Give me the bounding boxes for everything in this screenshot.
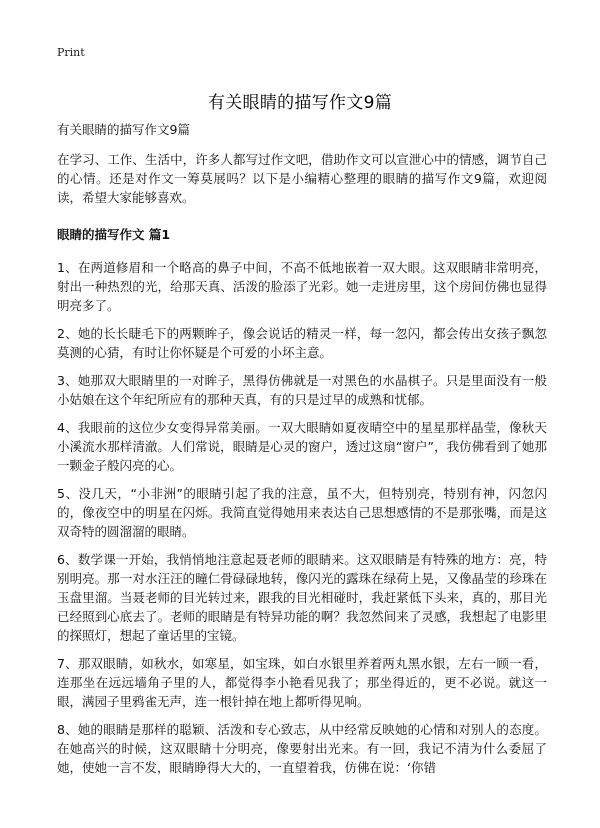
document-title: 有关眼睛的描写作文9篇: [207, 93, 393, 114]
paragraph-5: 5、没几天，“小非洲”的眼睛引起了我的注意，虽不大，但特别亮，特别有神，闪忽闪的，像夜空中的明星在闪烁。我简直觉得她用来表达自己思想感情的不是那张嘴，而是这双奇特的圆溜溜的眼睛。: [57, 486, 547, 539]
paragraph-8: 8、她的眼睛是那样的聪颖、活泼和专心致志，从中经常反映她的心情和对别人的态度。在她高兴的时候，这双眼睛十分明亮，像要射出光来。有一回，我记不清为什么委屈了她，使她一言不发，眼睛睁得大大的，一直望着我，仿佛在说：‘你错: [57, 722, 547, 775]
paragraph-7: 7、那双眼睛，如秋水，如寒星，如宝珠，如白水银里养着两丸黑水银，左右一顾一看，连那坐在远远墙角子里的人，都觉得李小艳看见我了；那坐得近的，更不必说。就这一眼，满园子里鸦雀无声，连一根针掉在地上都听得见响。: [57, 656, 547, 709]
paragraph-4: 4、我眼前的这位少女变得异常美丽。一双大眼睛如夏夜晴空中的星星那样晶莹，像秋天小溪流水那样清澈。人们常说，眼睛是心灵的窗户，透过这扇“窗户”，我仿佛看到了她那一颗金子般闪亮的心。: [57, 420, 547, 473]
paragraph-6: 6、数学课一开始，我悄悄地注意起聂老师的眼睛来。这双眼睛是有特殊的地方：亮，特别明亮。那一对水汪汪的瞳仁骨碌碌地转，像闪光的露珠在绿荷上晃，又像晶莹的珍珠在玉盘里溜。当聂老师的目光转过来，跟我的目光相碰时，我赶紧低下头来，真的，那目光已经照到心底去了。老师的眼睛是有特异功能的啊？我忽然间来了灵感，我想起了电影里的探照灯，想起了童话里的宝镜。: [57, 552, 547, 643]
document-content: [57, 150, 547, 786]
section-heading: 眼睛的描写作文 篇1: [57, 227, 171, 242]
intro-paragraph: 在学习、工作、生活中，许多人都写过作文吧，借助作文可以宣泄心中的情感，调节自己的心情。还是对作文一筹莫展吗？以下是小编精心整理的眼睛的描写作文9篇，欢迎阅读，希望大家能够喜欢。: [57, 152, 547, 205]
paragraph-2: 2、她的长长睫毛下的两颗眸子，像会说话的精灵一样，每一忽闪，都会传出女孩子飘忽莫测的心猜，有时让你怀疑是个可爱的小坏主意。: [57, 326, 547, 360]
print-link[interactable]: Print: [57, 46, 85, 59]
paragraph-1: 1、在两道修眉和一个略高的鼻子中间，不高不低地嵌着一双大眼。这双眼睛非常明亮，射出一种热烈的光，给那天真、活泼的脸添了光彩。她一走进房里，这个房间仿佛也显得明亮多了。: [57, 260, 547, 313]
paragraph-3: 3、她那双大眼睛里的一对眸子，黑得仿佛就是一对黑色的水晶棋子。只是里面没有一般小姑娘在这个年纪所应有的那种天真，有的只是过早的成熟和忧郁。: [57, 373, 547, 407]
document-subtitle: 有关眼睛的描写作文9篇: [57, 122, 190, 137]
